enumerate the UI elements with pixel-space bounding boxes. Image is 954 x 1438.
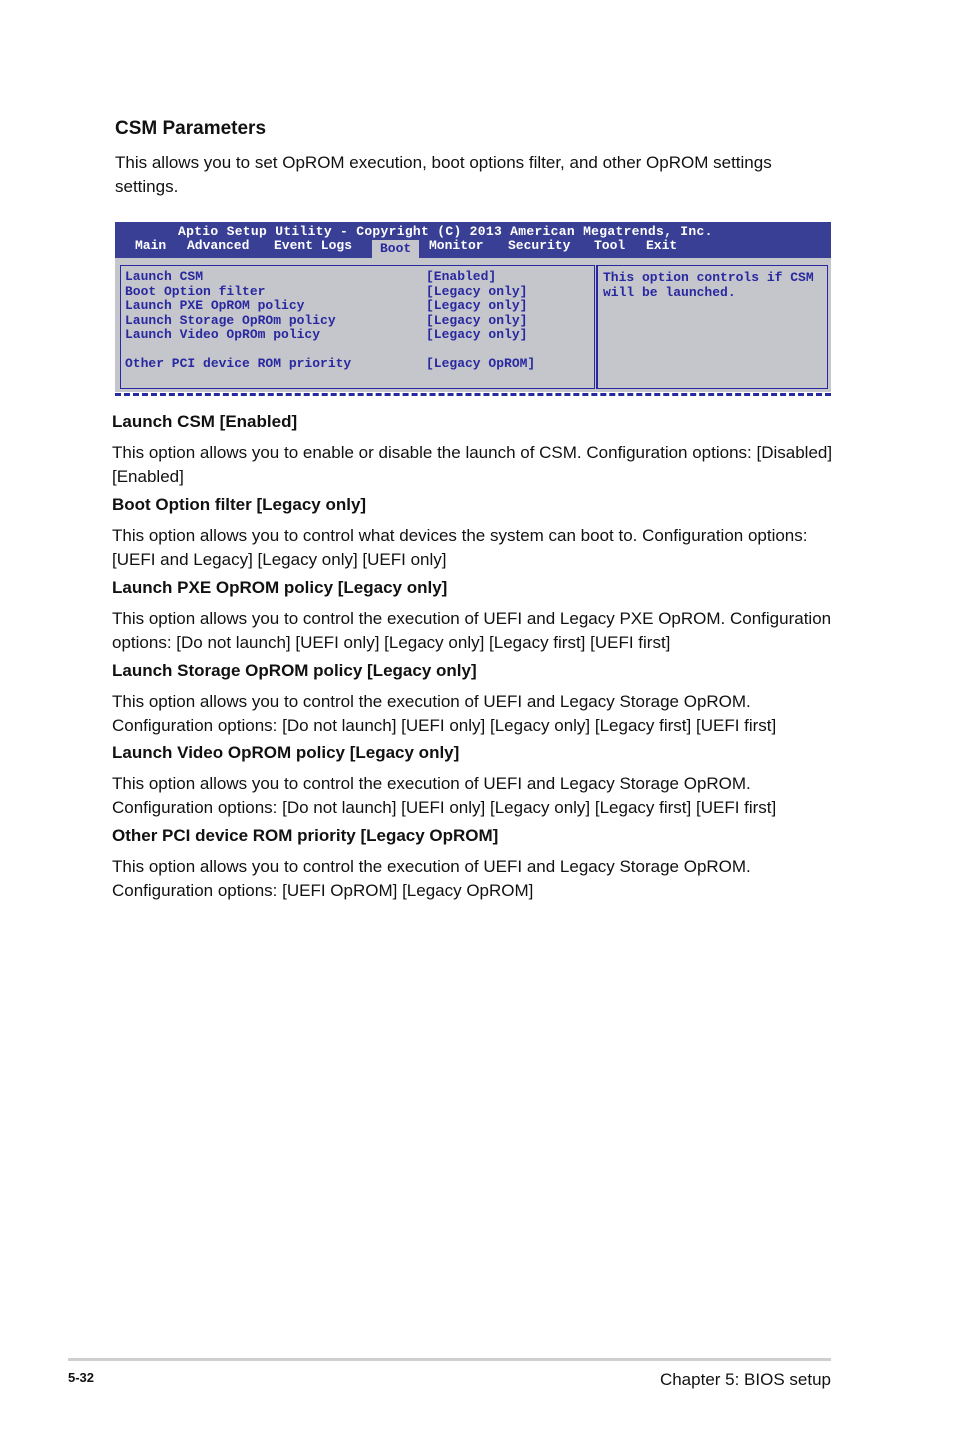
desc-heading-launch-csm: Launch CSM [Enabled] [112,412,298,431]
tab-main[interactable]: Main [135,238,167,253]
option-launch-csm-value[interactable]: [Enabled] [426,269,497,284]
option-pci-rom-priority[interactable]: Other PCI device ROM priority [125,356,352,371]
option-storage-policy[interactable]: Launch Storage OpROm policy [125,313,336,328]
tab-event-logs[interactable]: Event Logs [274,238,353,253]
desc-text-video-policy: This option allows you to control the execution of UEFI and Legacy Storage OpROM. Configuration options: [Do not launch] [UEFI only] [Legacy only] [Legacy first] [UEFI first] [112,774,777,817]
desc-heading-boot-filter: Boot Option filter [Legacy only] [112,495,367,514]
bios-screenshot [115,222,831,398]
tab-tool[interactable]: Tool [594,238,626,253]
tab-boot[interactable]: Boot [372,240,419,258]
desc-heading-video-policy: Launch Video OpROM policy [Legacy only] [112,743,460,762]
option-pxe-policy[interactable]: Launch PXE OpROM policy [125,298,305,313]
desc-text-launch-csm: This option allows you to enable or disable the launch of CSM. Configuration options: [Disabled] [Enabled] [112,443,833,486]
bios-header [115,222,831,258]
option-launch-csm[interactable]: Launch CSM [125,269,204,284]
page-number: 5-32 [68,1370,95,1385]
bios-options-panel [120,265,595,389]
intro-text: This allows you to set OpROM execution, boot options filter, and other OpROM settings settings. [115,153,772,196]
option-video-policy-value[interactable]: [Legacy only] [426,327,528,342]
desc-text-boot-filter: This option allows you to control what devices the system can boot to. Configuration options: [UEFI and Legacy] [Legacy only] [UEFI only] [112,526,808,569]
section-title: CSM Parameters [115,118,267,139]
option-pxe-policy-value[interactable]: [Legacy only] [426,298,528,313]
help-text: This option controls if CSM will be launched. [603,270,814,300]
desc-text-pxe-policy: This option allows you to control the execution of UEFI and Legacy PXE OpROM. Configuration options: [Do not launch] [UEFI only] [Legacy only] [Legacy first] [UEFI first] [112,609,832,652]
desc-text-pci-rom-priority: This option allows you to control the execution of UEFI and Legacy Storage OpROM. Configuration options: [UEFI OpROM] [Legacy OpROM] [112,857,751,900]
desc-heading-pxe-policy: Launch PXE OpROM policy [Legacy only] [112,578,448,597]
desc-heading-storage-policy: Launch Storage OpROM policy [Legacy only] [112,661,477,680]
tab-advanced[interactable]: Advanced [187,238,250,253]
footer-rule [68,1358,831,1361]
bios-dashed-border [115,393,831,396]
chapter-title: Chapter 5: BIOS setup [659,1370,831,1389]
tab-security[interactable]: Security [508,238,571,253]
desc-text-storage-policy: This option allows you to control the execution of UEFI and Legacy Storage OpROM. Configuration options: [Do not launch] [UEFI only] [Legacy only] [Legacy first] [UEFI first] [112,692,777,735]
bios-title: Aptio Setup Utility - Copyright (C) 2013 American Megatrends, Inc. [178,224,713,239]
option-boot-filter[interactable]: Boot Option filter [125,284,266,299]
option-storage-policy-value[interactable]: [Legacy only] [426,313,528,328]
option-video-policy[interactable]: Launch Video OpROm policy [125,327,321,342]
bios-help-panel [596,265,828,389]
tab-exit[interactable]: Exit [646,238,678,253]
desc-heading-pci-rom-priority: Other PCI device ROM priority [Legacy OpROM] [112,826,499,845]
bios-divider [596,265,598,389]
tab-monitor[interactable]: Monitor [429,238,484,253]
option-pci-rom-priority-value[interactable]: [Legacy OpROM] [426,356,536,371]
option-boot-filter-value[interactable]: [Legacy only] [426,284,528,299]
bios-body [115,258,831,392]
